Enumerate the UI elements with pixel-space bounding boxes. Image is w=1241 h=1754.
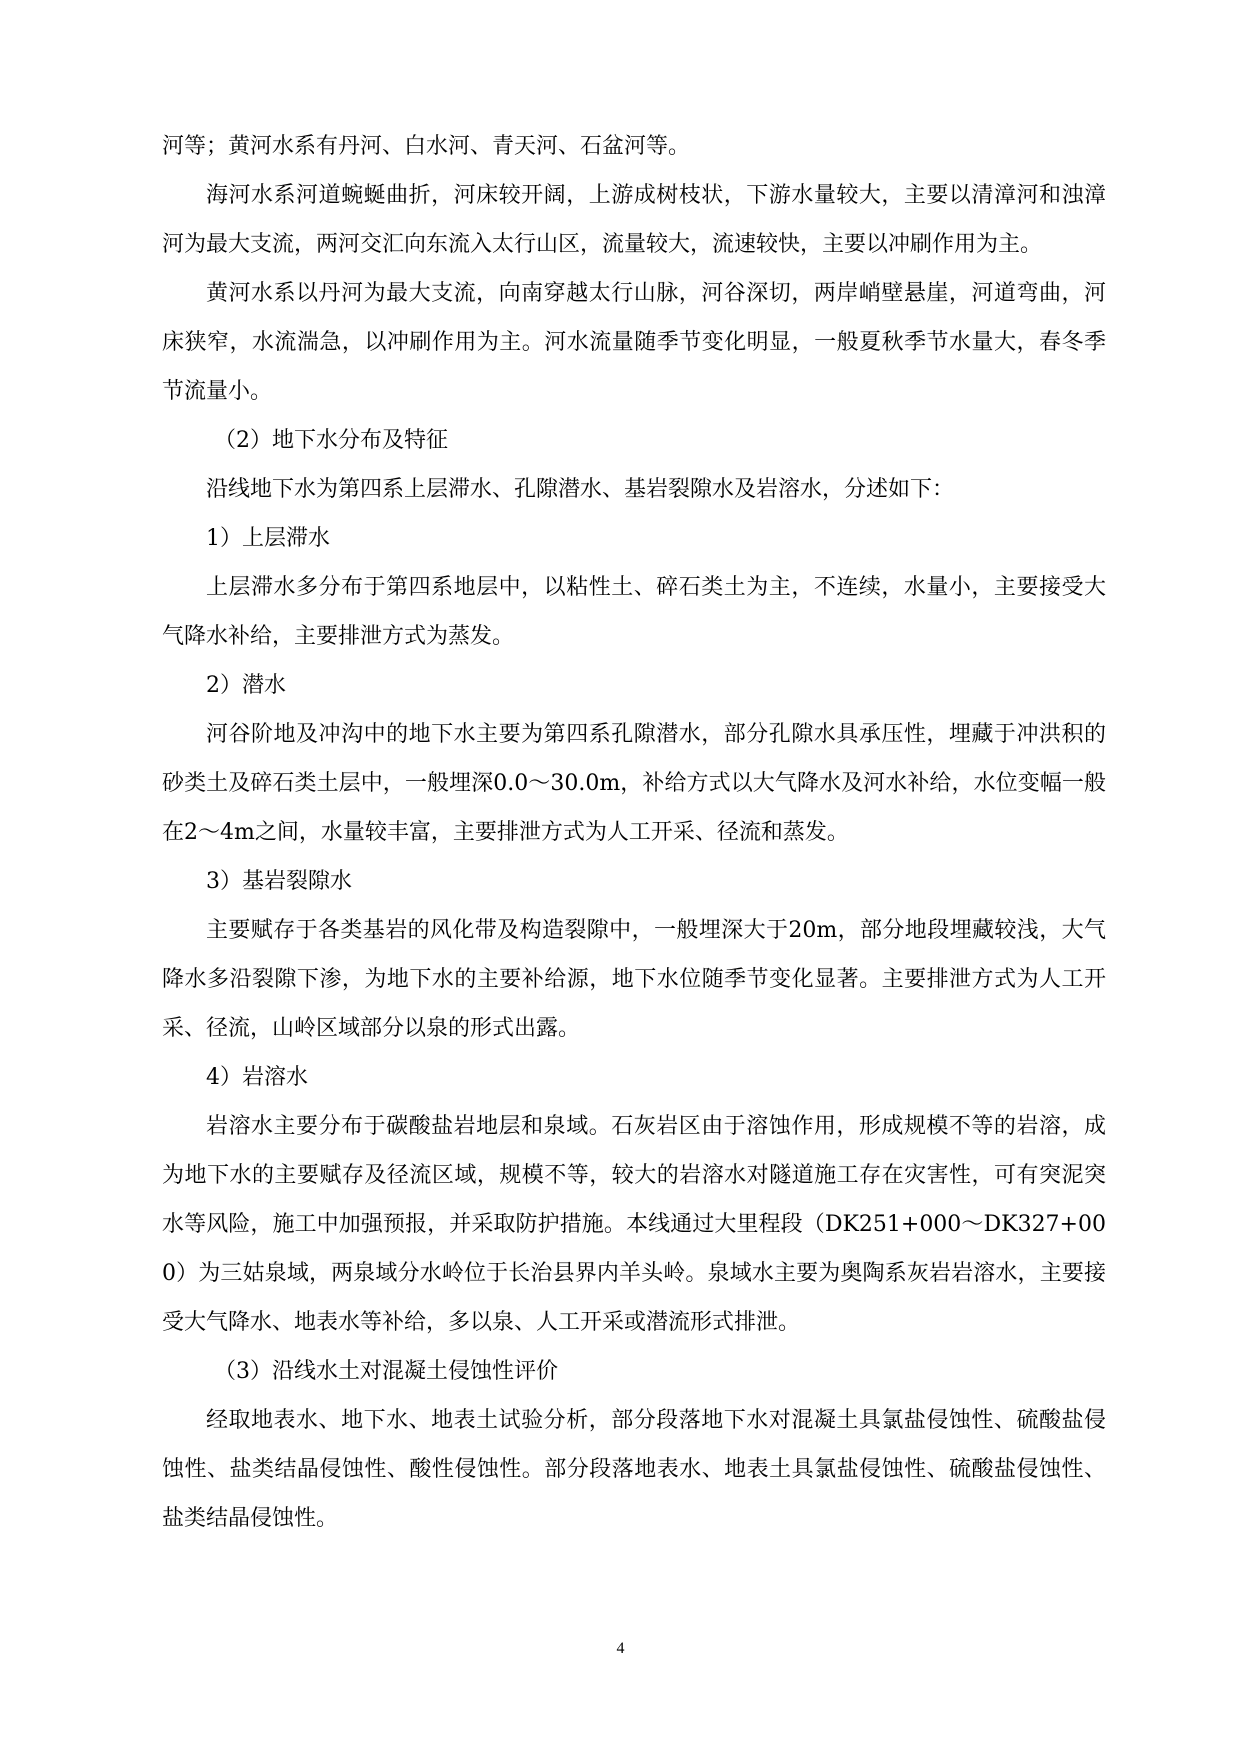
document-body <box>162 122 1106 1543</box>
paragraph-haihe-system: 海河水系河道蜿蜒曲折，河床较开阔，上游成树枝状，下游水量较大，主要以清漳河和浊漳河为最大支流，两河交汇向东流入太行山区，流量较大，流速较快，主要以冲刷作用为主。 <box>162 183 1106 257</box>
subheading-fissure-water: 3）基岩裂隙水 <box>206 869 352 894</box>
paragraph-perched-water: 上层滞水多分布于第四系地层中，以粘性土、碎石类土为主，不连续，水量小，主要接受大气降水补给，主要排泄方式为蒸发。 <box>162 575 1106 649</box>
paragraph-phreatic-water: 河谷阶地及冲沟中的地下水主要为第四系孔隙潜水，部分孔隙水具承压性，埋藏于冲洪积的砂类土及碎石类土层中，一般埋深0.0～30.0m，补给方式以大气降水及河水补给，水位变幅一般在2～4m之间，水量较丰富，主要排泄方式为人工开采、径流和蒸发。 <box>162 722 1106 845</box>
section-heading-groundwater: （2）地下水分布及特征 <box>214 428 448 453</box>
section-heading-corrosion: （3）沿线水土对混凝土侵蚀性评价 <box>214 1359 558 1384</box>
paragraph-groundwater-intro: 沿线地下水为第四系上层滞水、孔隙潜水、基岩裂隙水及岩溶水，分述如下： <box>206 477 955 502</box>
subheading-phreatic-water: 2）潜水 <box>206 673 286 698</box>
subheading-perched-water: 1）上层滞水 <box>206 526 330 551</box>
paragraph-continuation: 河等；黄河水系有丹河、白水河、青天河、石盆河等。 <box>162 134 691 159</box>
subheading-karst-water: 4）岩溶水 <box>206 1065 308 1090</box>
paragraph-karst-water: 岩溶水主要分布于碳酸盐岩地层和泉域。石灰岩区由于溶蚀作用，形成规模不等的岩溶，成为地下水的主要赋存及径流区域，规模不等，较大的岩溶水对隧道施工存在灾害性，可有突泥突水等风险，施工中加强预报，并采取防护措施。本线通过大里程段（DK251+000～DK327+000）为三姑泉域，两泉域分水岭位于长治县界内羊头岭。泉域水主要为奥陶系灰岩岩溶水，主要接受大气降水、地表水等补给，多以泉、人工开采或潜流形式排泄。 <box>162 1114 1106 1335</box>
paragraph-fissure-water: 主要赋存于各类基岩的风化带及构造裂隙中，一般埋深大于20m，部分地段埋藏较浅，大气降水多沿裂隙下渗，为地下水的主要补给源，地下水位随季节变化显著。主要排泄方式为人工开采、径流，山岭区域部分以泉的形式出露。 <box>162 918 1106 1041</box>
paragraph-corrosion: 经取地表水、地下水、地表土试验分析，部分段落地下水对混凝土具氯盐侵蚀性、硫酸盐侵蚀性、盐类结晶侵蚀性、酸性侵蚀性。部分段落地表水、地表土具氯盐侵蚀性、硫酸盐侵蚀性、盐类结晶侵蚀性。 <box>162 1408 1106 1531</box>
paragraph-huanghe-system: 黄河水系以丹河为最大支流，向南穿越太行山脉，河谷深切，两岸峭壁悬崖，河道弯曲，河床狭窄，水流湍急，以冲刷作用为主。河水流量随季节变化明显，一般夏秋季节水量大，春冬季节流量小。 <box>162 281 1106 404</box>
page-number: 4 <box>616 1640 625 1657</box>
